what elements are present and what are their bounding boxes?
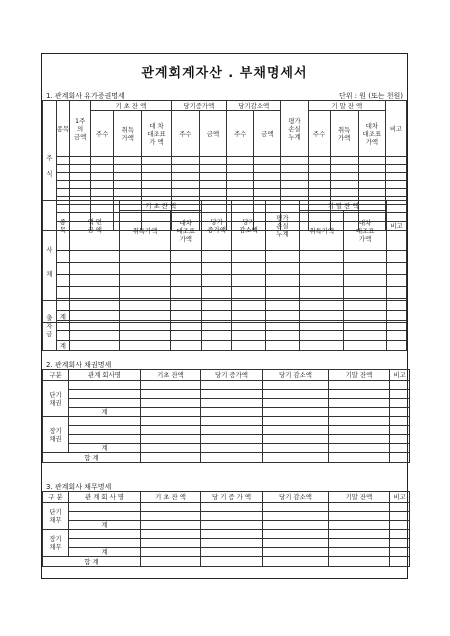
stock-remarks-header: 비고 (386, 101, 407, 157)
invest-total-label: 계 (56, 341, 70, 351)
end-acq-header: 취득 가액 (330, 111, 358, 157)
pay-long-total: 계 (69, 548, 141, 557)
stock-increase-header: 당기증가액 (171, 101, 226, 111)
bond-increase-header: 당기 증가액 (201, 201, 231, 251)
recv-col-increase: 당기 증가액 (201, 370, 263, 381)
table-row (43, 521, 410, 530)
bond-face-header: 액 면 금 액 (70, 201, 120, 251)
bond-kind-header: 종 목 (56, 201, 70, 251)
table-row (43, 548, 410, 557)
pay-grand-total: 합 계 (43, 557, 141, 567)
payables-table (42, 491, 410, 567)
stock-begin-header: 기 초 잔 액 (91, 101, 172, 111)
pay-long-label: 장기 채무 (43, 530, 69, 557)
table-row (43, 263, 407, 275)
statement-form (41, 53, 408, 579)
pay-col-decrease: 당기 감소액 (263, 492, 329, 503)
begin-bs-header: 대 차 대조표 가 액 (142, 111, 171, 157)
bond-end-acq-header: 취득가액 (300, 211, 344, 251)
page-title: 관계회계자산 . 부채명세서 (141, 66, 308, 81)
begin-acq-header: 취득 가액 (114, 111, 142, 157)
inc-amount-header: 금액 (199, 111, 226, 157)
table-row (43, 331, 407, 341)
table-row (43, 181, 407, 189)
bond-total-label: 계 (56, 311, 70, 323)
unit-label: 단위 : 원 (또는 천원) (338, 92, 403, 100)
table-row (43, 444, 410, 453)
pay-col-remarks: 비고 (390, 492, 410, 503)
pay-col-begin: 기 초 잔 액 (141, 492, 201, 503)
stock-side-label: 주 식 (43, 101, 57, 231)
bond-valuation-header: 평가 손실 누계 (265, 201, 300, 251)
recv-col-end: 기말 잔액 (329, 370, 390, 381)
table-row (43, 311, 407, 321)
table-row (43, 539, 410, 548)
recv-short-label: 단기 채권 (43, 381, 69, 417)
end-shares-header: 주수 (308, 111, 330, 157)
invest-table (42, 300, 407, 351)
stock-decrease-header: 당기감소액 (227, 101, 281, 111)
invest-side-label: 출 자 금 (43, 301, 57, 351)
table-row (43, 341, 407, 351)
table-row (43, 165, 407, 173)
par-per-share-header: 1주 의 금액 (70, 101, 91, 157)
dec-shares-header: 주수 (227, 111, 254, 157)
pay-short-total: 계 (69, 521, 141, 530)
recv-col-company: 관계 회사명 (69, 370, 141, 381)
table-row (43, 275, 407, 287)
bond-begin-bs-header: 대차 대조표 가액 (170, 211, 201, 251)
bond-begin-acq-header: 취득가액 (120, 211, 170, 251)
bond-remarks-header: 비고 (387, 201, 407, 251)
pay-short-label: 단기 채무 (43, 503, 69, 530)
recv-col-kind: 구분 (43, 370, 69, 381)
stock-kind-header: 종목 (56, 101, 70, 157)
recv-grand-total: 합 계 (43, 453, 141, 463)
bond-side-label: 사 채 (43, 201, 57, 323)
table-row (43, 189, 407, 197)
table-row (43, 287, 407, 299)
recv-col-decrease: 당기 감소액 (263, 370, 329, 381)
bond-end-header: 기 말 잔 액 (300, 201, 387, 211)
table-row (43, 399, 410, 408)
bond-decrease-header: 당기 감소액 (232, 201, 265, 251)
table-row (43, 173, 407, 181)
stock-valuation-header: 평가 손실 누계 (281, 101, 308, 157)
table-row (43, 408, 410, 417)
recv-col-remarks: 비고 (390, 370, 410, 381)
pay-col-increase: 당 기 증 가 액 (201, 492, 263, 503)
receivables-table (42, 369, 410, 463)
begin-shares-header: 주수 (91, 111, 114, 157)
section1-heading: 1. 관계회사 유가증권명세 (46, 92, 125, 100)
pay-col-end: 기말 잔액 (329, 492, 390, 503)
table-row (43, 390, 410, 399)
table-row (43, 512, 410, 521)
bond-begin-header: 기 초 잔 액 (120, 201, 202, 211)
end-bs-header: 대차 대조표 가액 (358, 111, 385, 157)
table-row (43, 321, 407, 331)
dec-amount-header: 금액 (254, 111, 281, 157)
section2-heading: 2. 관계회사 채권명세 (46, 361, 112, 369)
inc-shares-header: 주수 (171, 111, 199, 157)
stock-end-header: 기 말 잔 액 (308, 101, 385, 111)
table-row (43, 157, 407, 165)
pay-col-company: 관 계 회 사 명 (69, 492, 141, 503)
table-row (43, 426, 410, 435)
section3-heading: 3. 관계회사 채무명세 (46, 483, 112, 491)
table-row (43, 251, 407, 263)
recv-long-label: 장기 채권 (43, 417, 69, 453)
table-row (43, 435, 410, 444)
recv-col-begin: 기초 잔액 (141, 370, 201, 381)
recv-short-total: 계 (69, 408, 141, 417)
pay-col-kind: 구 분 (43, 492, 69, 503)
recv-long-total: 계 (69, 444, 141, 453)
bond-end-bs-header: 대차 대조표 가액 (344, 211, 387, 251)
